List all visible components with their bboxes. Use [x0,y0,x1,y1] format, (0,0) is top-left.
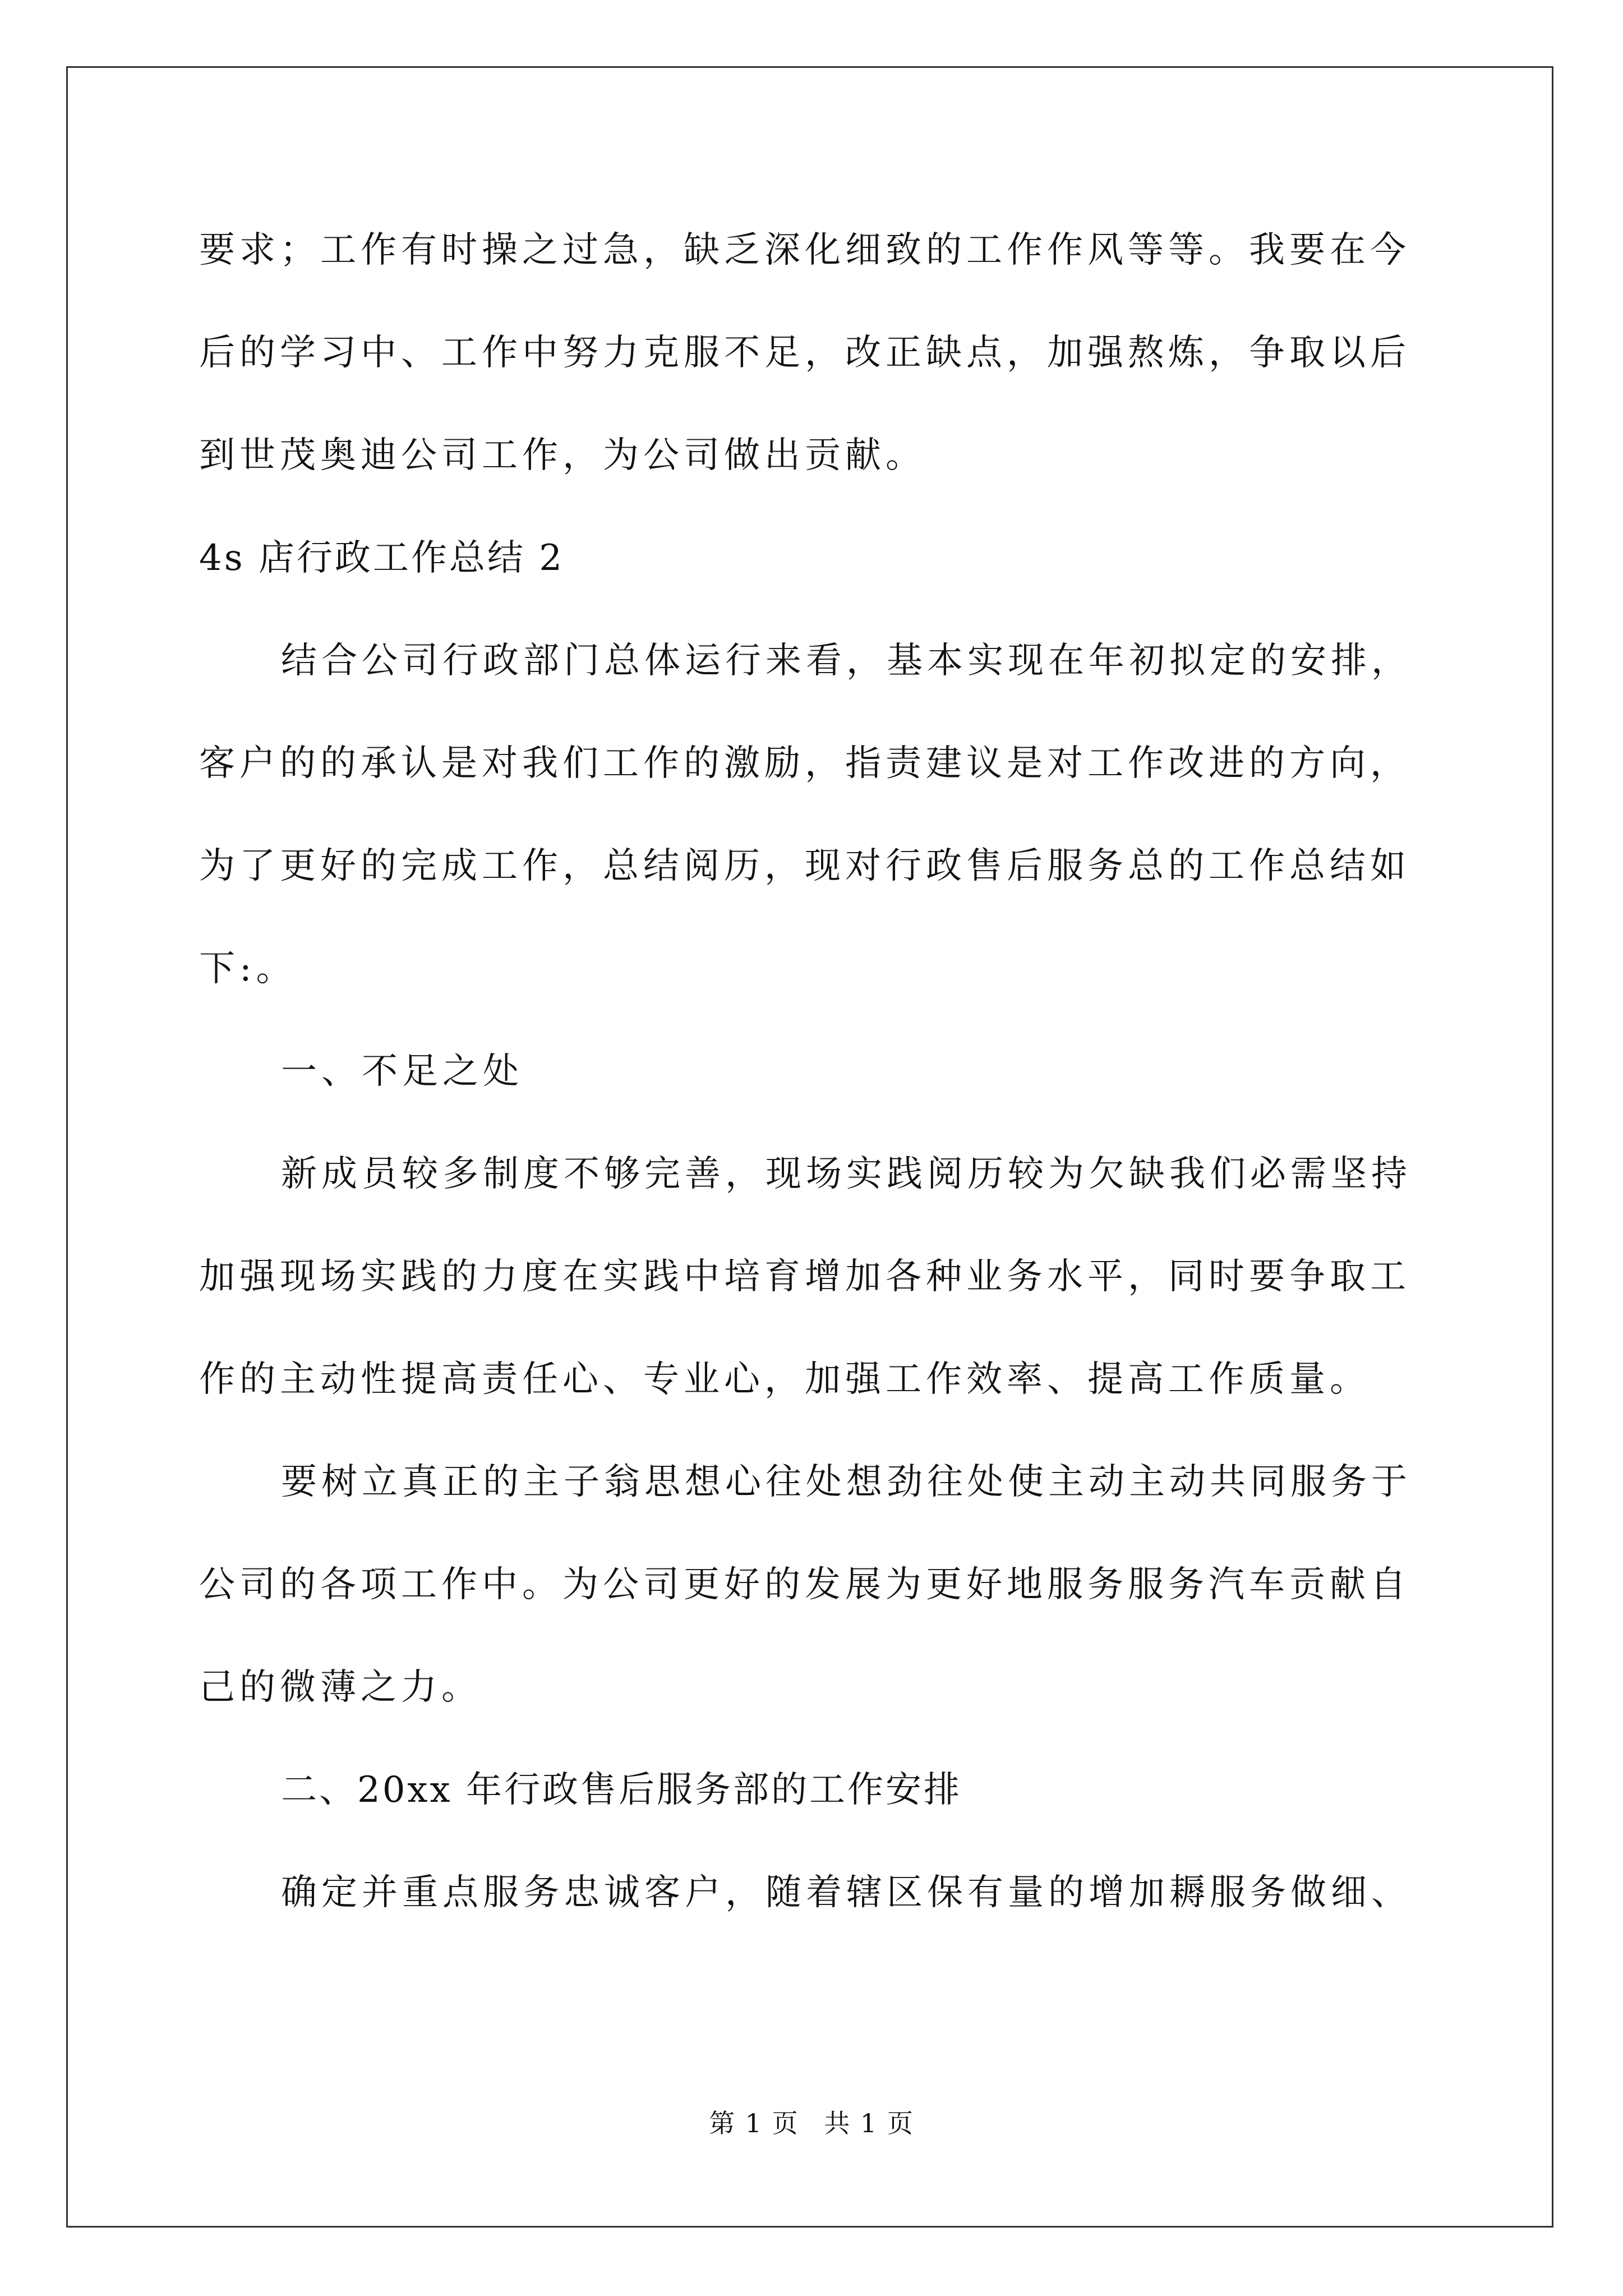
text-line: 公司的各项工作中。为公司更好的发展为更好地服务服务汽车贡献自 [199,1564,1410,1605]
text-line: 己的微薄之力。 [199,1667,482,1708]
section-title: 4s 店行政工作总结 2 [199,537,564,579]
page-number: 第 1 页 [709,2108,799,2138]
text-line: 作的主动性提高责任心、专业心，加强工作效率、提高工作质量。 [199,1359,1370,1400]
text-line: 后的学习中、工作中努力克服不足，改正缺点，加强熬炼，争取以后 [199,332,1410,374]
text-line: 要树立真正的主子翁思想心往处想劲往处使主动主动共同服务于 [281,1461,1412,1503]
document-body [199,199,1427,1944]
text-line: 要求；工作有时操之过急，缺乏深化细致的工作作风等等。我要在今 [199,229,1410,271]
text-line: 加强现场实践的力度在实践中培育增加各种业务水平，同时要争取工 [199,1256,1410,1297]
text-line: 下:。 [199,948,297,990]
text-line: 确定并重点服务忠诚客户，随着辖区保有量的增加耨服务做细、 [281,1872,1412,1913]
page-total: 共 1 页 [824,2108,914,2138]
subheading: 二、20xx 年行政售后服务部的工作安排 [281,1769,962,1811]
subheading: 一、不足之处 [281,1051,523,1092]
text-line: 为了更好的完成工作，总结阅历，现对行政售后服务总的工作总结如 [199,845,1410,887]
text-line: 结合公司行政部门总体运行来看，基本实现在年初拟定的安排， [281,640,1412,682]
text-line: 新成员较多制度不够完善，现场实践阅历较为欠缺我们必需坚持 [281,1153,1412,1195]
text-line: 客户的的承认是对我们工作的激励，指责建议是对工作改进的方向， [199,743,1410,784]
text-line: 到世茂奥迪公司工作，为公司做出贡献。 [199,435,926,476]
page-footer [0,2106,1623,2140]
